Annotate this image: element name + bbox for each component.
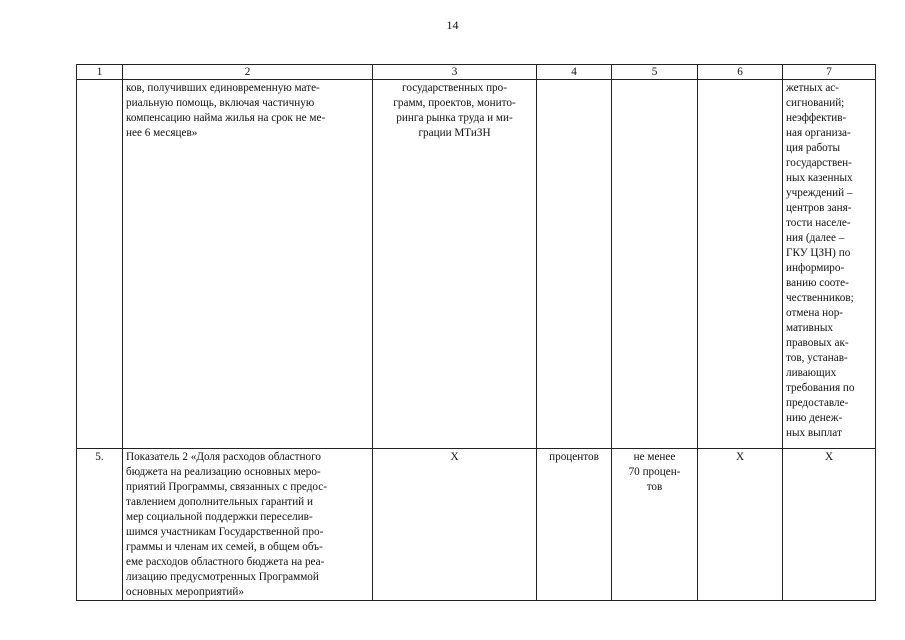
text-line: сигнований; — [786, 97, 845, 109]
text-line: приятий Программы, связанных с предос- — [126, 481, 327, 493]
row-number-cell — [77, 80, 123, 449]
text-line: тости населе- — [786, 217, 851, 229]
text-line: ринга рынка труда и ми- — [396, 112, 513, 124]
text-line: ная организа- — [786, 127, 851, 139]
table-header-row — [77, 65, 876, 80]
text-line: граммы и членам их семей, в общем объ- — [126, 541, 323, 553]
column-header-1: 1 — [77, 65, 123, 80]
text-line: ванию сооте- — [786, 277, 849, 289]
text-line: ливающих — [786, 367, 837, 379]
target-value-cell — [612, 449, 698, 601]
text-line: неэффектив- — [786, 112, 847, 124]
unit-cell: процентов — [537, 449, 612, 601]
text-line: грамм, проектов, монито- — [393, 97, 516, 109]
column-header-5: 5 — [612, 65, 698, 80]
column-6-cell: Х — [698, 449, 783, 601]
risks-cell — [783, 80, 876, 449]
text-line: центров заня- — [786, 202, 852, 214]
text-line: грации МТиЗН — [418, 127, 491, 139]
text-line: бюджета на реализацию основных меро- — [126, 466, 321, 478]
text-line: тавлением дополнительных гарантий и — [126, 496, 313, 508]
row-number-cell: 5. — [77, 449, 123, 601]
text-line: не менее — [633, 451, 676, 463]
text-line: нее 6 месяцев» — [126, 127, 198, 139]
text-line: тов — [646, 481, 663, 493]
text-line: ных выплат — [786, 427, 842, 439]
text-line: учреждений – — [786, 187, 853, 199]
text-line: предоставле- — [786, 397, 849, 409]
text-line: тов, устанав- — [786, 352, 848, 364]
text-line: лизацию предусмотренных Программой — [126, 571, 319, 583]
text-line: ков, получивших единовременную мате- — [126, 82, 320, 94]
text-line: ных казенных — [786, 172, 853, 184]
text-line: правовых ак- — [786, 337, 849, 349]
indicators-table — [76, 64, 876, 601]
column-header-7: 7 — [783, 65, 876, 80]
page-number: 14 — [446, 18, 459, 32]
table-row-indicator-5 — [77, 449, 876, 601]
text-line: отмена нор- — [786, 307, 844, 319]
target-value-cell — [612, 80, 698, 449]
text-line: государствен- — [786, 157, 852, 169]
text-line: ния (далее – — [786, 232, 845, 244]
text-line: требования по — [786, 382, 855, 394]
text-line: компенсацию найма жилья на срок не ме- — [126, 112, 326, 124]
text-line: Х — [824, 451, 834, 463]
risks-cell — [783, 449, 876, 601]
text-line: Х — [450, 451, 459, 463]
text-line: 70 процен- — [628, 466, 681, 478]
text-line: жетных ас- — [786, 82, 839, 94]
column-header-3: 3 — [373, 65, 537, 80]
text-line: государственных про- — [402, 82, 507, 94]
text-line: мативных — [786, 322, 833, 334]
text-line: нию денеж- — [786, 412, 843, 424]
table-row-continuation — [77, 80, 876, 449]
text-line: основных мероприятий» — [126, 586, 244, 598]
column-header-4: 4 — [537, 65, 612, 80]
source-cell — [373, 449, 537, 601]
column-header-2: 2 — [123, 65, 373, 80]
unit-cell — [537, 80, 612, 449]
text-line: шимся участникам Государственной про- — [126, 526, 324, 538]
text-line: еме расходов областного бюджета на реа- — [126, 556, 325, 568]
text-line: риальную помощь, включая частичную — [126, 97, 315, 109]
text-line: ция работы — [786, 142, 841, 154]
text-line: Показатель 2 «Доля расходов областного — [126, 451, 321, 463]
text-line: информиро- — [786, 262, 845, 274]
text-line: чественников; — [786, 292, 854, 304]
indicator-description-cell — [123, 80, 373, 449]
text-line: мер социальной поддержки переселив- — [126, 511, 313, 523]
column-header-6: 6 — [698, 65, 783, 80]
column-6-cell — [698, 80, 783, 449]
indicator-description-cell — [123, 449, 373, 601]
source-cell — [373, 80, 537, 449]
text-line: ГКУ ЦЗН) по — [786, 247, 851, 259]
